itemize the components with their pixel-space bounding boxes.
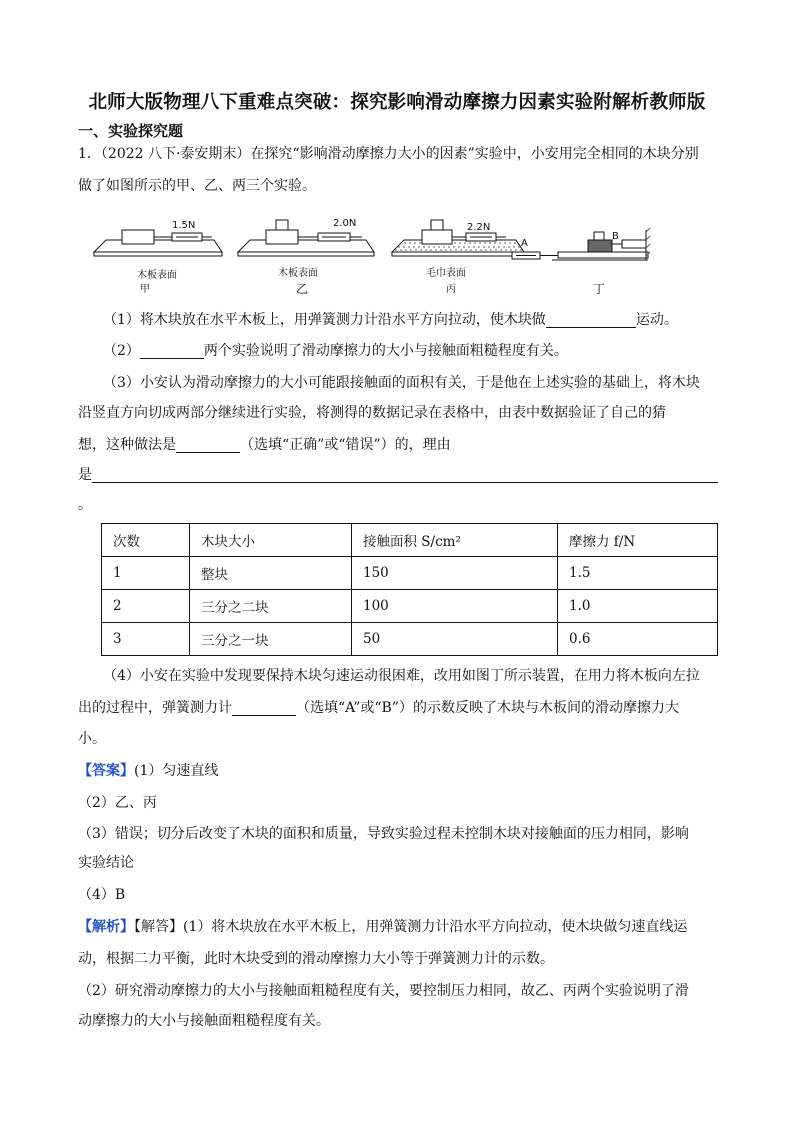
table-header-cell: 接触面积 S/cm²	[352, 524, 558, 557]
answer-line-4: 实验结论	[78, 855, 134, 871]
table-cell: 1.5	[558, 557, 718, 590]
table-cell: 3	[102, 623, 190, 656]
question-3-line-2: 沿竖直方向切成两部分继续进行实验，将测得的数据记录在表格中，由表中数据验证了自己的猜	[78, 405, 666, 421]
question-3-line-1: （3）小安认为滑动摩擦力的大小可能跟接触面的面积有关，于是他在上述实验的基础上，将木块	[103, 375, 700, 391]
bing-force-label: 2.2N	[467, 222, 491, 233]
jia-surface-caption: 木板表面	[137, 270, 177, 281]
table-cell: 1.0	[558, 590, 718, 623]
question-3-line-3: 想，这种做法是 （选填“正确”或“错误”）的，理由	[78, 437, 451, 453]
question-2: （2） 两个实验说明了滑动摩擦力的大小与接触面粗糙程度有关。	[103, 343, 568, 359]
bing-caption: 丙	[446, 284, 456, 295]
table-cell: 0.6	[558, 623, 718, 656]
question-4-line-1: （4）小安在实验中发现要保持木块匀速运动很困难，改用如图丁所示装置，在用力将木板向左拉	[103, 668, 700, 684]
answer-tag: 【答案】	[78, 763, 134, 779]
question-3-line-5: 。	[78, 497, 92, 513]
analysis-tag: 【解析】	[78, 919, 134, 935]
table-header-row	[102, 524, 718, 557]
table-cell: 1	[102, 557, 190, 590]
analysis-line-1: 【解析】【解答】(1）将木块放在水平木板上，用弹簧测力计沿水平方向拉动，使木块做匀速直线运	[78, 919, 688, 935]
table-row	[102, 623, 718, 656]
analysis-line-3: （2）研究滑动摩擦力的大小与接触面粗糙程度有关，要控制压力相同，故乙、丙两个实验说明了滑	[78, 983, 689, 999]
answer-blank-1[interactable]	[546, 313, 636, 328]
answer-blank-reason[interactable]	[92, 482, 718, 483]
table-cell: 100	[352, 590, 558, 623]
yi-force-label: 2.0N	[333, 218, 357, 229]
ding-caption: 丁	[593, 282, 606, 296]
table-cell: 三分之一块	[190, 623, 352, 656]
ding-label-b: B	[612, 231, 619, 242]
yi-caption: 乙	[296, 282, 309, 296]
question-3-line-4: 是	[78, 467, 92, 483]
section-heading: 一、实验探究题	[78, 122, 184, 140]
table-header-cell: 摩擦力 f/N	[558, 524, 718, 557]
answer-blank-2[interactable]	[140, 344, 204, 359]
figure-bing	[392, 220, 524, 256]
table-header-cell: 木块大小	[190, 524, 352, 557]
yi-surface-caption: 木板表面	[278, 268, 318, 279]
table-cell: 150	[352, 557, 558, 590]
answer-line-1: 【答案】(1）匀速直线	[78, 763, 219, 779]
figure-jia	[94, 230, 222, 256]
analysis-line-4: 动摩擦力的大小与接触面粗糙程度有关。	[78, 1013, 330, 1029]
answer-line-3: （3）错误；切分后改变了木块的面积和质量，导致实验过程未控制木块对接触面的压力相同，影响	[78, 826, 689, 842]
answer-blank-3[interactable]	[176, 438, 240, 453]
page-title: 北师大版物理八下重难点突破：探究影响滑动摩擦力因素实验附解析教师版	[88, 92, 706, 113]
figure-ding	[512, 228, 650, 260]
table-cell: 50	[352, 623, 558, 656]
bing-surface-caption: 毛巾表面	[426, 268, 466, 279]
question-intro-line-1: 1．（2022 八下·泰安期末）在探究“影响滑动摩擦力大小的因素”实验中，小安用完全相同的木块分别	[78, 146, 699, 162]
analysis-line-2: 动，根据二力平衡，此时木块受到的滑动摩擦力大小等于弹簧测力计的示数。	[78, 951, 554, 967]
question-4-line-3: 小。	[78, 731, 106, 747]
table-cell: 整块	[190, 557, 352, 590]
data-table	[101, 523, 718, 656]
table-row	[102, 557, 718, 590]
table-cell: 三分之二块	[190, 590, 352, 623]
answer-line-5: （4）B	[78, 887, 126, 903]
jia-caption: 甲	[140, 284, 150, 295]
ding-label-a: A	[521, 238, 528, 249]
table-cell: 2	[102, 590, 190, 623]
answer-line-2: （2）乙、丙	[78, 795, 157, 811]
question-intro-line-2: 做了如图所示的甲、乙、两三个实验。	[78, 178, 316, 194]
table-header-cell: 次数	[102, 524, 190, 557]
answer-blank-4[interactable]	[232, 701, 296, 716]
jia-force-label: 1.5N	[172, 220, 196, 231]
question-1: （1）将木块放在水平木板上，用弹簧测力计沿水平方向拉动，使木块做 运动。	[103, 312, 678, 328]
table-row	[102, 590, 718, 623]
question-4-line-2: 出的过程中，弹簧测力计 （选填“A”或“B”）的示数反映了木块与木板间的滑动摩擦力大	[78, 700, 679, 716]
